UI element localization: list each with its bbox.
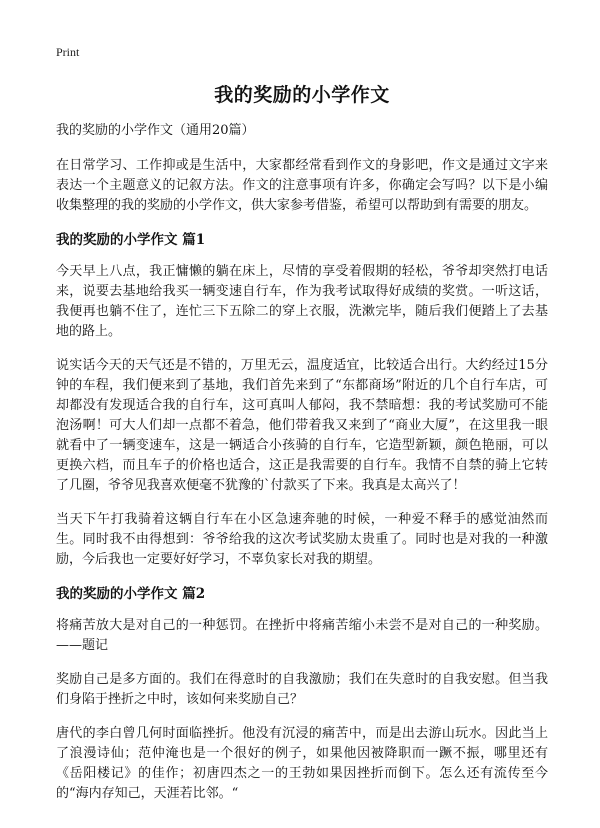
document-subtitle: 我的奖励的小学作文（通用20篇） [56,123,255,138]
paragraph: 将痛苦放大是对自己的一种惩罚。在挫折中将痛苦缩小未尝不是对自己的一种奖励。——题记 [56,618,548,653]
section-heading: 我的奖励的小学作文 篇1 [56,232,206,248]
paragraph: 唐代的李白曾几何时面临挫折。他没有沉浸的痛苦中，而是出去游山玩水。因此当上了浪漫诗仙；范仲淹也是一个很好的例子，如果他因被降职而一蹶不振，哪里还有《岳阳楼记》的佳作；初唐四杰之一的王勃如果因挫折而倒下。怎么还有流传至今的“海内存知己，天涯若比邻。“ [56,726,548,801]
document-title: 我的奖励的小学作文 [214,84,390,106]
paragraph: 当天下午打我骑着这辆自行车在小区急速奔驰的时候，一种爱不释手的感觉油然而生。同时我不由得想到：爷爷给我的这次考试奖励太贵重了。同时也是对我的一种激励，今后我也一定要好好学习，不辜负家长对我的期望。 [56,512,548,567]
paragraph: 说实话今天的天气还是不错的，万里无云，温度适宜，比较适合出行。大约经过15分钟的车程，我们便来到了基地，我们首先来到了“东都商场”附近的几个自行车店，可却都没有发现适合我的自行车，这可真叫人郁闷，我不禁暗想：我的考试奖励可不能泡汤啊！可大人们却一点都不着急，他们带着我又来到了“商业大厦”，在这里我一眼就看中了一辆变速车，这是一辆适合小孩骑的自行车，它造型新颖，颜色艳丽，可以更换六档，而且车子的价格也适合，这正是我需要的自行车。我情不自禁的骑上它转了几圈，爷爷见我喜欢便毫不犹豫的`付款买了下来。我真是太高兴了！ [56,358,548,493]
document-page [56,44,548,818]
paragraph: 奖励自己是多方面的。我们在得意时的自我激励；我们在失意时的自我安慰。但当我们身陷于挫折之中时，该如何来奖励自己？ [56,672,548,707]
section-heading: 我的奖励的小学作文 篇2 [56,586,206,602]
intro-paragraph: 在日常学习、工作抑或是生活中，大家都经常看到作文的身影吧，作文是通过文字来表达一个主题意义的记叙方法。作文的注意事项有许多，你确定会写吗？以下是小编收集整理的我的奖励的小学作文，供大家参考借鉴，希望可以帮助到有需要的朋友。 [56,158,548,213]
paragraph: 今天早上八点，我正慵懒的躺在床上，尽情的享受着假期的轻松，爷爷却突然打电话来，说要去基地给我买一辆变速自行车，作为我考试取得好成绩的奖赏。一听这话，我便再也躺不住了，连忙三下五除二的穿上衣服，洗漱完毕，随后我们便踏上了去基地的路上。 [56,264,548,339]
print-label: Print [56,45,80,59]
